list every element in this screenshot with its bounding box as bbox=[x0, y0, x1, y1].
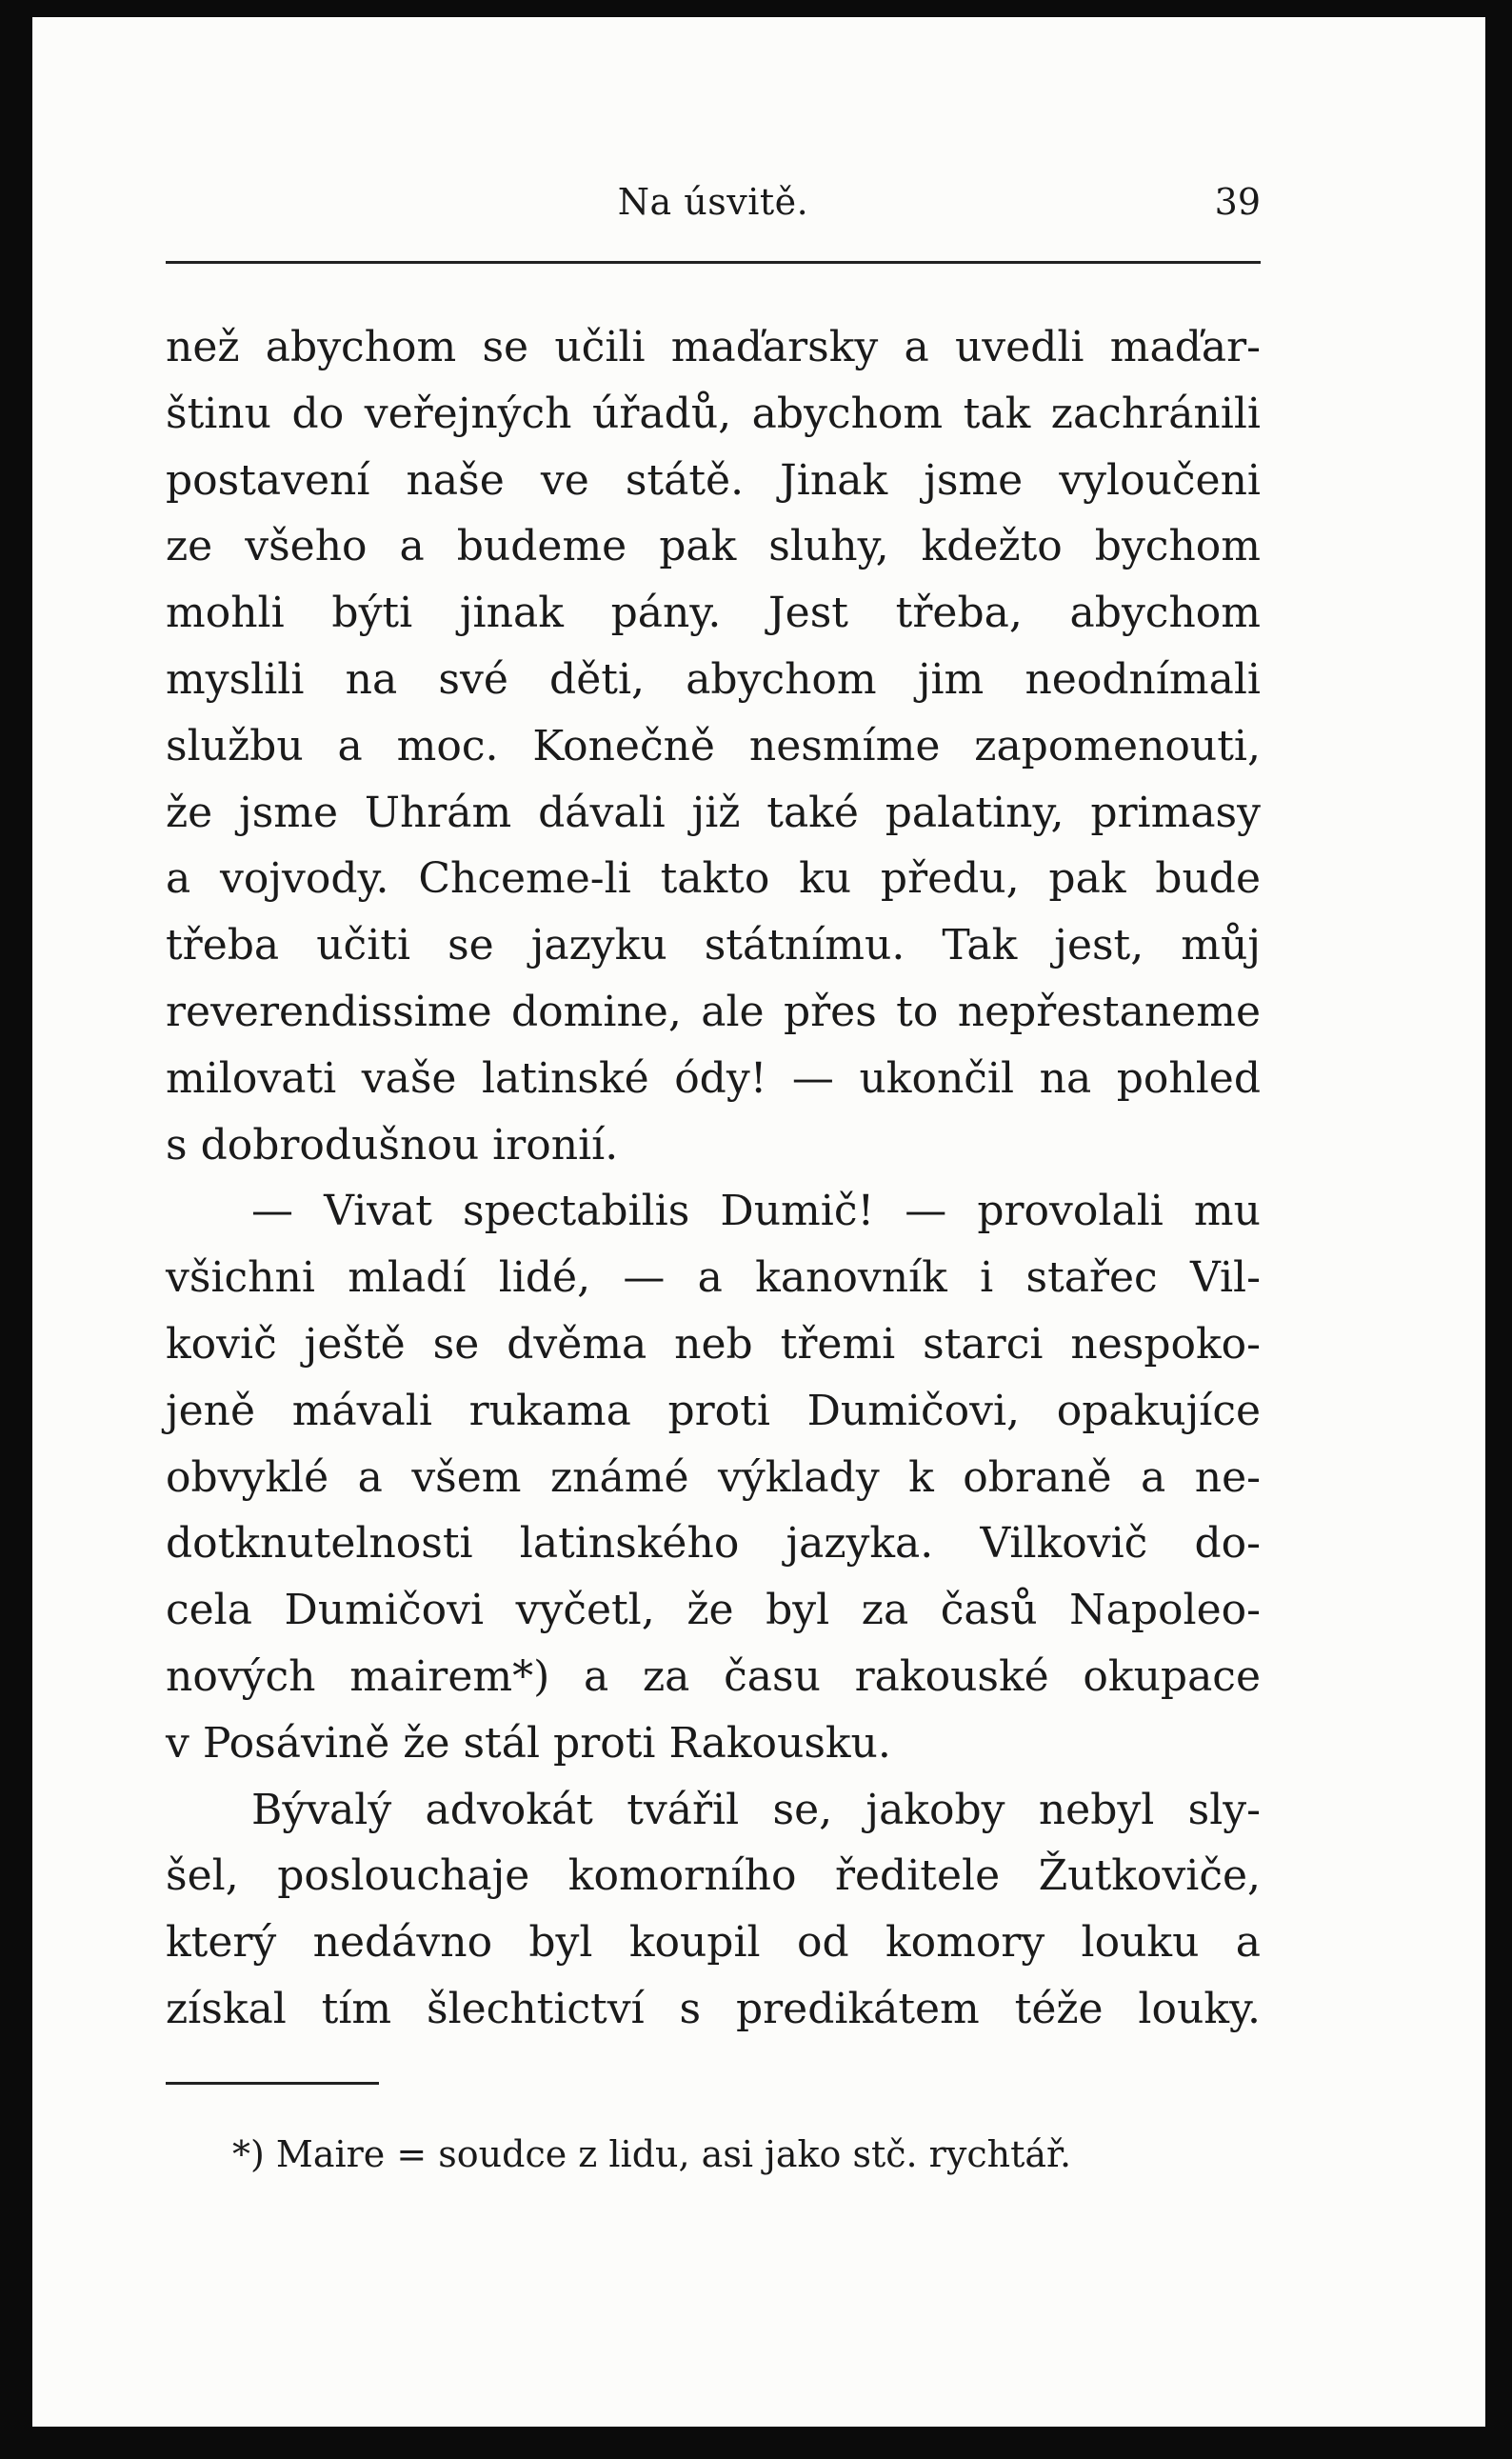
text-line: jeně mávali rukama proti Dumičovi, opakujíce bbox=[166, 1386, 1261, 1435]
text-line: ze všeho a budeme pak sluhy, kdežto bychom bbox=[166, 522, 1261, 571]
text-line: mohli býti jinak pány. Jest třeba, abychom bbox=[166, 589, 1261, 638]
footnote-rule bbox=[166, 2082, 379, 2085]
body-text bbox=[166, 314, 1261, 2043]
header-rule bbox=[166, 261, 1261, 264]
text-line: obvyklé a všem známé výklady k obraně a ne- bbox=[166, 1452, 1261, 1502]
text-line: kovič ještě se dvěma neb třemi starci nespoko- bbox=[166, 1319, 1261, 1369]
text-line: postavení naše ve státě. Jinak jsme vyloučeni bbox=[166, 455, 1261, 505]
text-line: a vojvody. Chceme-li takto ku předu, pak bude bbox=[166, 854, 1261, 904]
text-line: nových mairem*) a za času rakouské okupace bbox=[166, 1651, 1261, 1701]
text-line: všichni mladí lidé, — a kanovník i stařec Vil- bbox=[166, 1253, 1261, 1303]
text-line: Bývalý advokát tvářil se, jakoby nebyl sly- bbox=[251, 1785, 1261, 1834]
text-line: než abychom se učili maďarsky a uvedli maďar- bbox=[166, 323, 1261, 371]
text-line: v Posávině že stál proti Rakousku. bbox=[166, 1718, 891, 1768]
text-line: myslili na své děti, abychom jim neodnímali bbox=[166, 654, 1261, 704]
text-line: milovati vaše latinské ódy! — ukončil na pohled bbox=[166, 1053, 1261, 1103]
text-line: který nedávno byl koupil od komory louku a bbox=[166, 1918, 1261, 1968]
page-header bbox=[166, 181, 1261, 238]
text-line: že jsme Uhrám dávali již také palatiny, primasy bbox=[166, 788, 1261, 837]
text-line: s dobrodušnou ironií. bbox=[166, 1120, 619, 1170]
text-line: třeba učiti se jazyku státnímu. Tak jest, můj bbox=[166, 921, 1261, 970]
text-line: službu a moc. Konečně nesmíme zapomenouti, bbox=[166, 721, 1261, 770]
text-line: dotknutelnosti latinského jazyka. Vilkovič do- bbox=[166, 1519, 1261, 1569]
text-line: reverendissime domine, ale přes to nepřestaneme bbox=[166, 987, 1261, 1036]
text-line: štinu do veřejných úřadů, abychom tak zachránili bbox=[166, 389, 1261, 438]
book-page bbox=[32, 17, 1485, 2427]
footnote: *) Maire = soudce z lidu, asi jako stč. rychtář. bbox=[232, 2133, 1072, 2175]
text-line: získal tím šlechtictví s predikátem téže louky. bbox=[166, 1984, 1261, 2033]
text-line: cela Dumičovi vyčetl, že byl za časů Napoleo- bbox=[166, 1586, 1261, 1635]
text-line: — Vivat spectabilis Dumič! — provolali mu bbox=[251, 1187, 1261, 1236]
page-number: 39 bbox=[1214, 181, 1261, 223]
text-line: šel, poslouchaje komorního ředitele Žutkoviče, bbox=[166, 1851, 1261, 1901]
running-title: Na úsvitě. bbox=[617, 181, 809, 223]
